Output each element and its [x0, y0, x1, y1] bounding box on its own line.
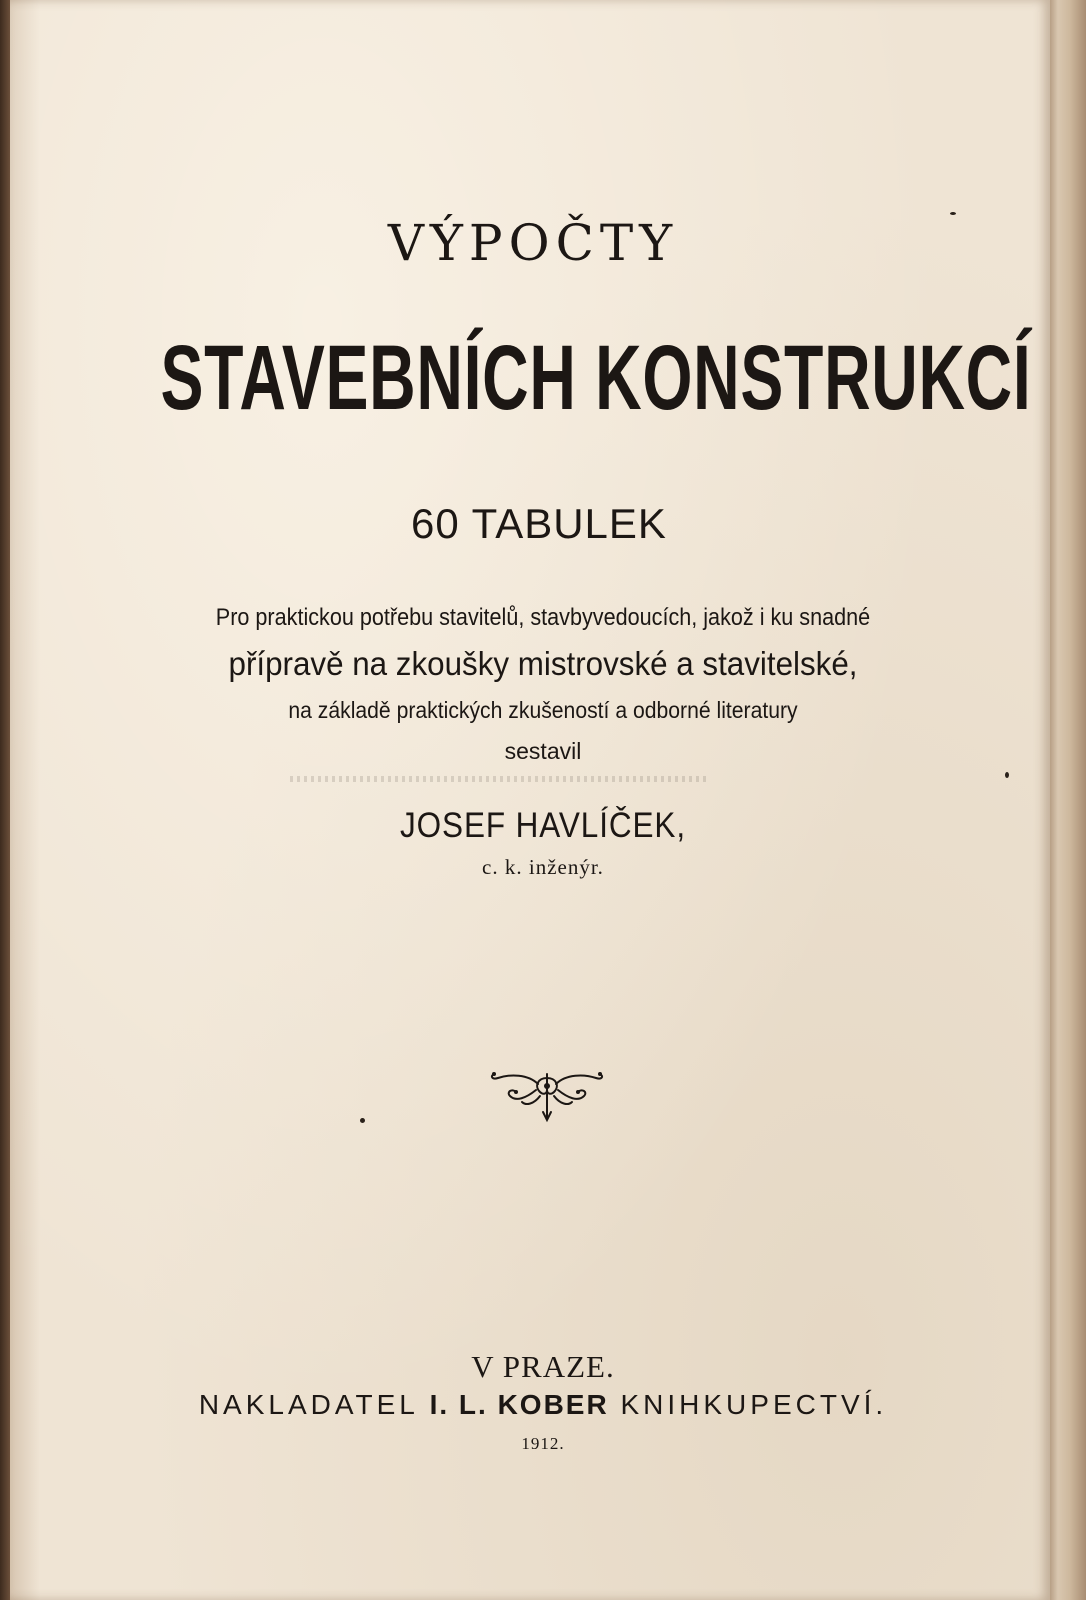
- title-line-2: STAVEBNÍCH KONSTRUKCÍ: [160, 327, 1032, 429]
- description-line-1: Pro praktickou potřebu stavitelů, stavbyvedoucích, jakož i ku snadné: [215, 604, 871, 631]
- publisher-line: [0, 1389, 1086, 1421]
- ink-smudge: [290, 776, 710, 782]
- ink-speck: [360, 1118, 365, 1123]
- author-title: c. k. inženýr.: [482, 855, 604, 879]
- publisher-name: I. L. KOBER: [429, 1389, 609, 1420]
- ink-speck: [1005, 772, 1009, 778]
- ink-speck: [950, 212, 956, 215]
- publication-year: 1912.: [521, 1434, 565, 1453]
- description-line-3: na základě praktických zkušeností a odborné literatury: [288, 697, 798, 723]
- publication-city: V PRAZE.: [471, 1349, 615, 1384]
- subtitle-tables: 60 TABULEK: [411, 500, 667, 547]
- publisher-suffix: KNIHKUPECTVÍ.: [620, 1389, 888, 1420]
- compiled-by-label: sestavil: [504, 738, 582, 764]
- publisher-prefix: NAKLADATEL: [198, 1389, 418, 1420]
- description-line-2: přípravě na zkoušky mistrovské a stavitelské,: [228, 645, 858, 682]
- title-line-1: VÝPOČTY: [387, 214, 679, 272]
- author-name: JOSEF HAVLÍČEK,: [399, 806, 686, 845]
- floral-ornament-icon: [488, 1068, 606, 1128]
